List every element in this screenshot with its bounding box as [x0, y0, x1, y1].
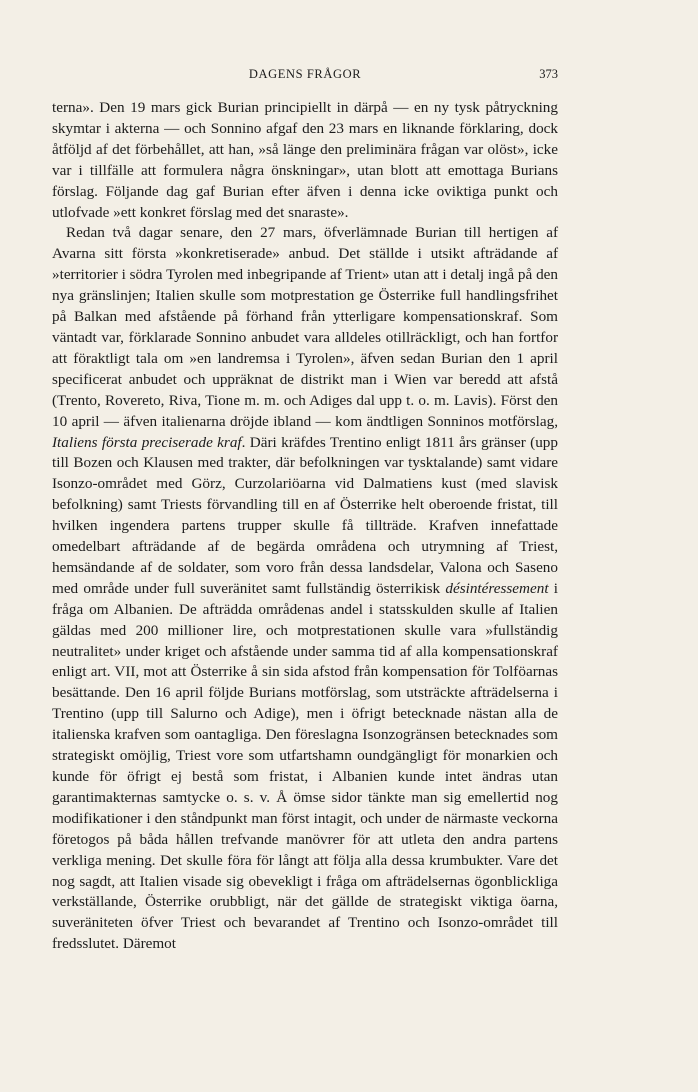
page-number: 373: [539, 67, 558, 81]
body-text: [52, 98, 558, 955]
running-title: DAGENS FRÅGOR: [248, 67, 362, 81]
paragraph-1: [52, 98, 558, 223]
paragraph-text: i fråga om Albanien. De afträdda områdenas andel i statsskulden skulle af Italien gäldas med 200 millioner lire, och motprestationen skulle vara »fullständig neutralitet» under kriget och afstående under samma tid af alla kompensationskraf enligt art. VII, mot att Österrike å sin sida afstod från kompensation för Tolföarnas besättande. Den 16 april följde Burians motförslag, som utsträckte afträdelserna i Trentino (upp till Salurno och Adige), men i öfrigt betecknade nästan alla de italienska krafven som oantagliga. Den föreslagna Isonzogränsen betecknades som strategiskt omöjlig, Triest vore som utfartshamn oundgängligt för monarkien och kunde för öfrigt ej bestå som fristat, i Albanien kunde intet ändras utan garantimakternas samtycke o. s. v. Å ömse sidor tänkte man sig emellertid nog modifikationer i den ståndpunkt man först intagit, och under de närmaste veckorna företogos på båda hållen trefvande manövrer för att utleta den andra partens verkliga mening. Det skulle föra för långt att följa alla dessa krumbukter. Vare det nog sagdt, att Italien visade sig obevekligt i fråga om afträdelsernas ögonblickliga verkställande, Österrike orubbligt, när det gällde de strategiskt viktiga öarna, suveräniteten öfver Triest och bevarandet af Trentino och Isonzo-området till fredsslutet. Däremot: [52, 579, 558, 953]
paragraph-text: terna». Den 19 mars gick Burian principiellt in därpå — en ny tysk påtryckning skymtar i akterna — och Sonnino afgaf den 23 mars en liknande förklaring, dock åtföljd af det förbehållet, att han, »så länge den preliminära frågan var olöst», icke var i tillfälle att formulera några önskningar», utan blott att emottaga Burians förslag. Följande dag gaf Burian efter äfven i denna icke oviktiga punkt och utlofvade »ett konkret förslag med det snaraste».: [52, 99, 558, 221]
italic-term: désintéressement: [445, 579, 549, 597]
italic-phrase: Italiens första preciserade kraf: [52, 433, 242, 451]
running-header: [52, 67, 558, 87]
paragraph-text: Redan två dagar senare, den 27 mars, öfverlämnade Burian till hertigen af Avarna sitt första »konkretiserade» anbud. Det ställde i utsikt afträdande af »territorier i södra Tyrolen med inbegripande af Trient» utan att i detalj ingå på den nya gränslinjen; Italien skulle som motprestation ge Österrike full handlingsfrihet på Balkan med afstående på förhand från ytterligare kompensationskraf. Som väntadt var, förklarade Sonnino anbudet vara alldeles otillräckligt, och han fortfor att föraktligt tala om »en landremsa i Tyrolen», äfven sedan Burian den 1 april specificerat anbudet och uppräknat de distrikt man i Wien var beredd att afstå (Trento, Rovereto, Riva, Tione m. m. och Adiges dal upp t. o. m. Lavis). Först den 10 april — äfven italienarna dröjde ibland — kom ändtligen Sonninos motförslag,: [52, 224, 558, 430]
paragraph-2: [52, 223, 558, 955]
paragraph-text: . Däri kräfdes Trentino enligt 1811 års gränser (upp till Bozen och Klausen med trakter, där befolkningen var tysktalande) samt vidare Isonzo-området med Görz, Curzolariöarna vid Dalmatiens kust (med slavisk befolkning) samt Triests förvandling till en af Österrike helt oberoende fristat, till hvilken ingendera partens trupper skulle få tillträde. Krafven innefattade omedelbart afträdande af de begärda områdena och utrymning af Triest, hemsändande af de soldater, som voro från dessa landsdelar, Valona och Saseno med område under full suveränitet samt fullständig österrikisk: [52, 433, 558, 597]
